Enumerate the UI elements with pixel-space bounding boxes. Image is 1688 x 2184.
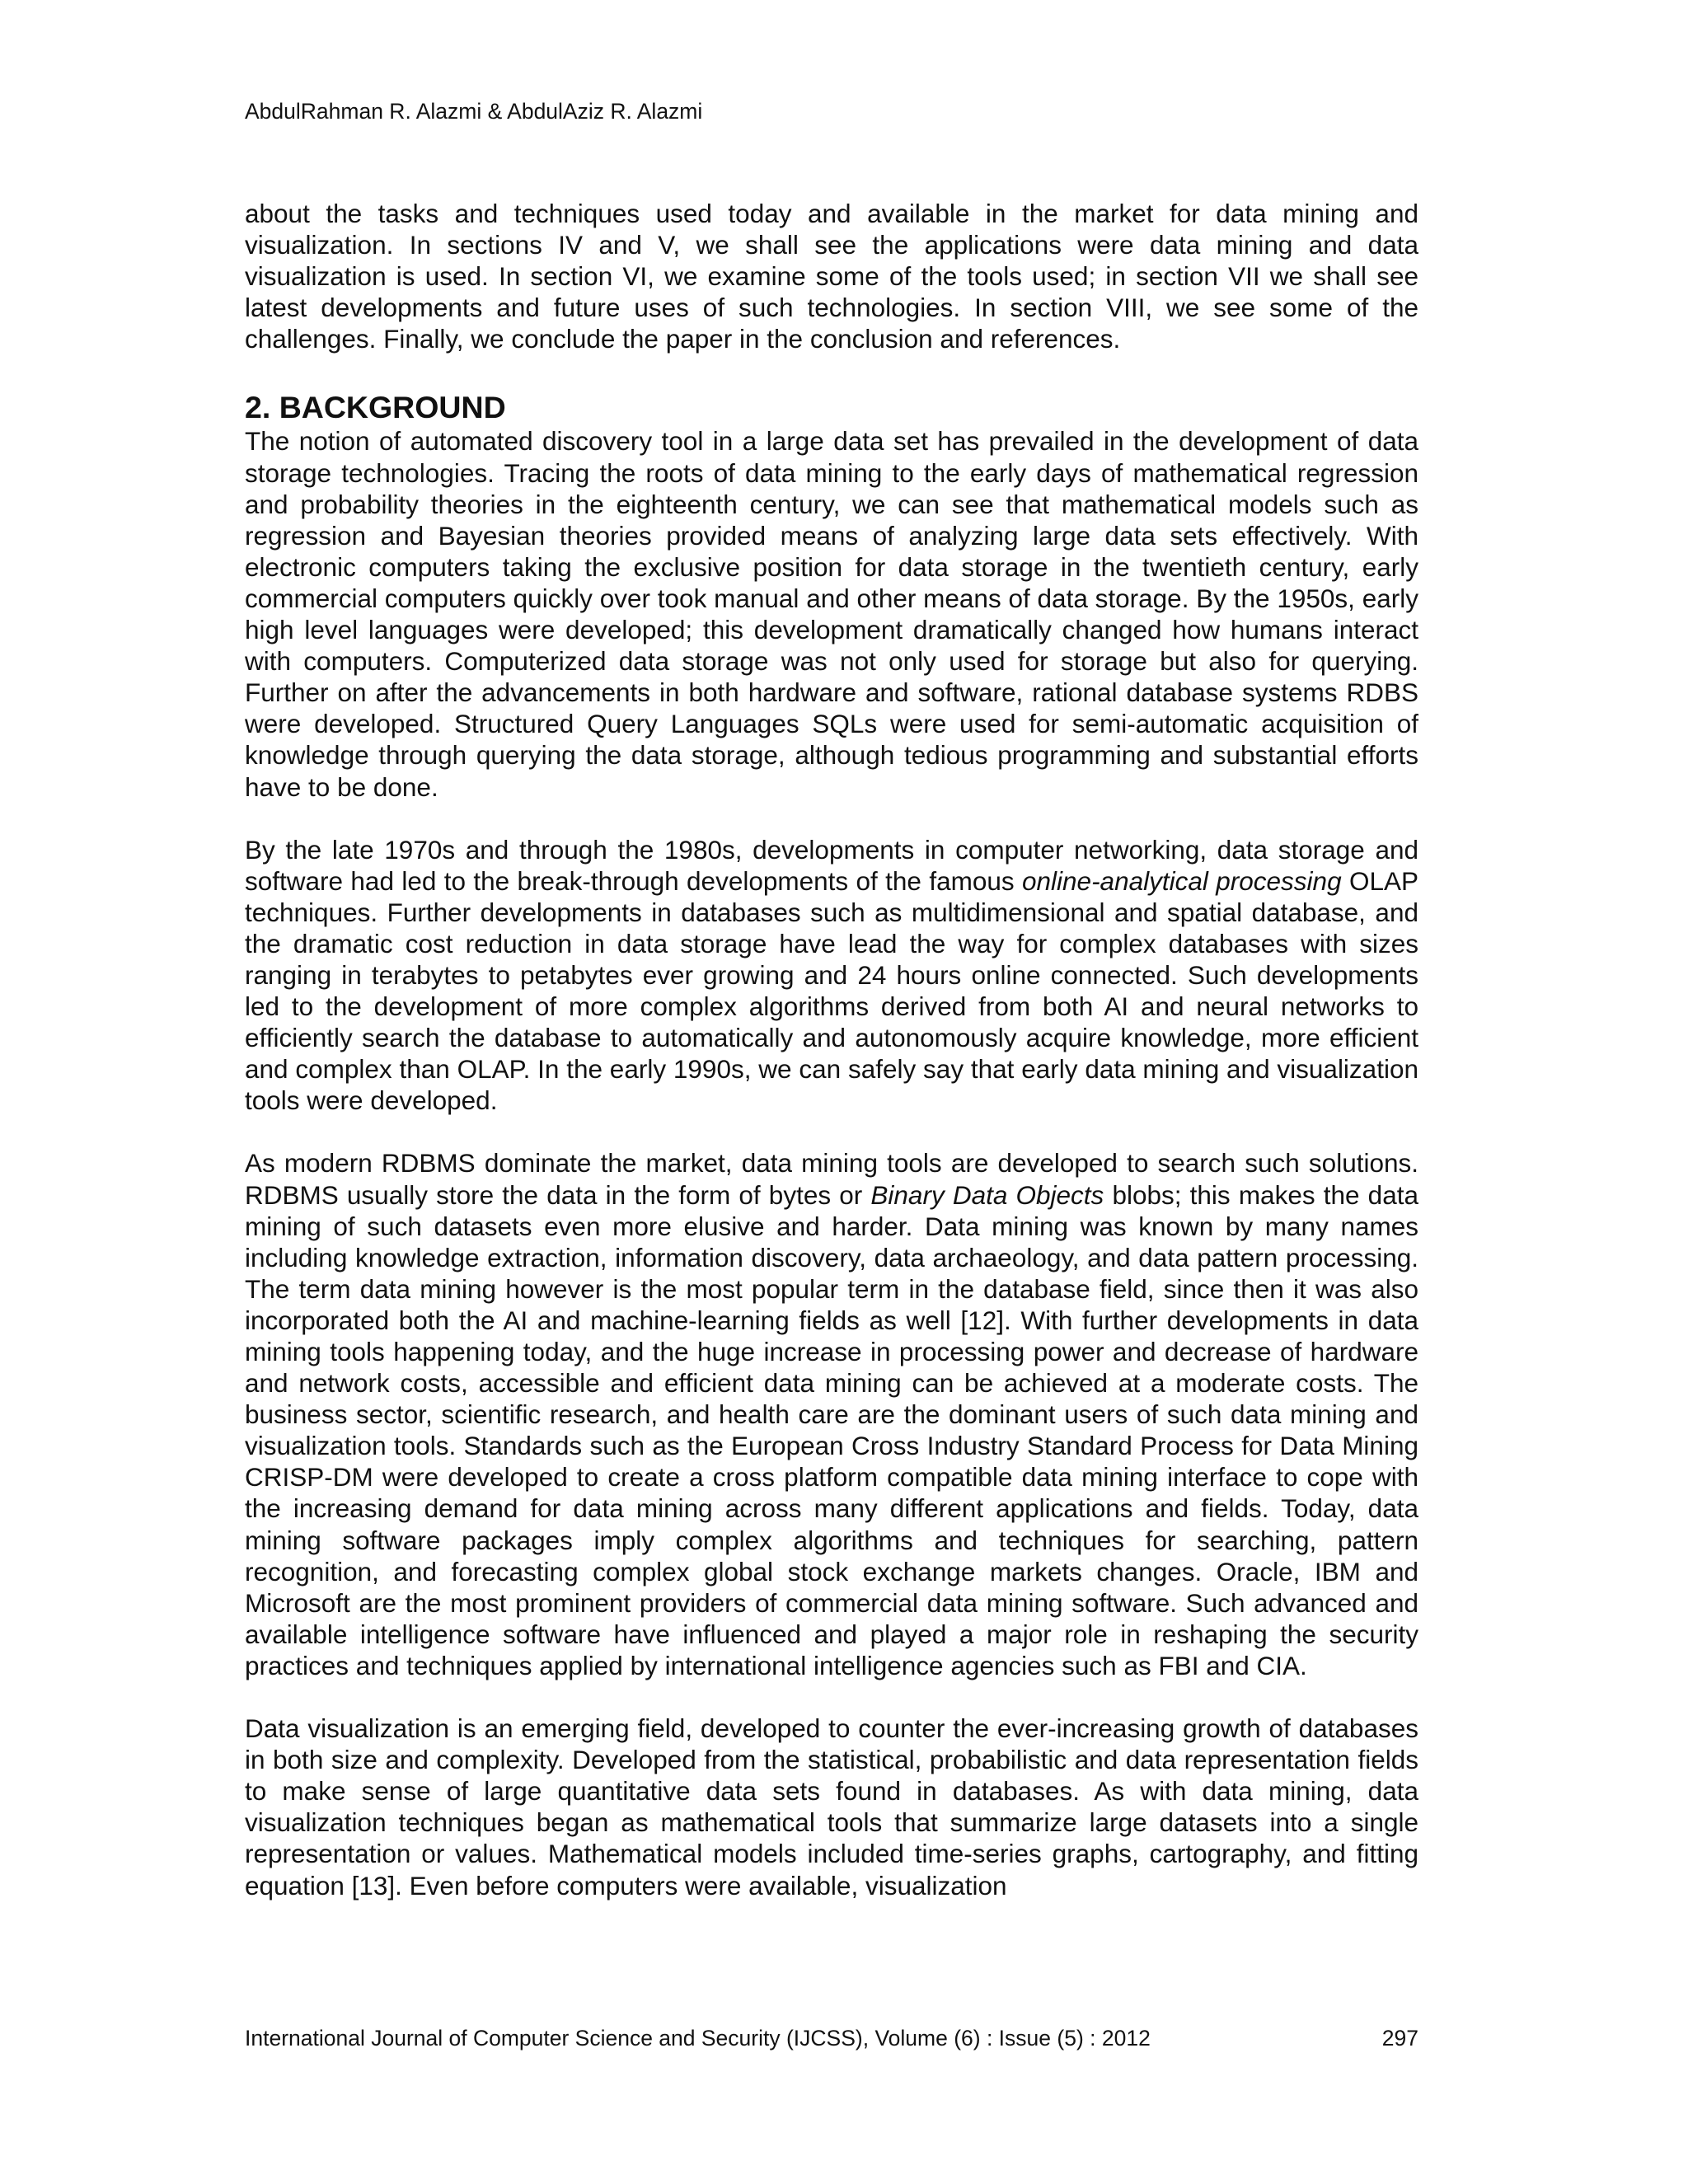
background-paragraph-1 xyxy=(245,425,1418,802)
intro-paragraph: about the tasks and techniques used today and available in the market for data mining and visualization. In sections IV and V, we shall see the applications were data mining and data visualization is used. In section VI, we examine some of the tools used; in section VII we shall see latest developments and future uses of such technologies. In section VIII, we see some of the challenges. Finally, we conclude the paper in the conclusion and references. xyxy=(245,199,1418,354)
main-content xyxy=(245,198,1418,2019)
paragraph-text: OLAP techniques. Further developments in databases such as multidimensional and spatial database, and the dramatic cost reduction in data storage have lead the way for complex databases with sizes ranging in terabytes to petabytes ever growing and 24 hours online connected. Such developments led to the development of more complex algorithms derived from both AI and neural networks to efficiently search the database to automatically and autonomously acquire knowledge, more efficient and complex than OLAP. In the early 1990s, we can safely say that early data mining and visualization tools were developed. xyxy=(245,865,1418,1116)
section-body xyxy=(245,425,1418,1900)
background-paragraph-2 xyxy=(245,834,1418,1117)
emphasis-term: online-analytical processing xyxy=(1022,865,1342,896)
emphasis-term: Binary Data Objects xyxy=(870,1179,1104,1210)
page-number: 297 xyxy=(1381,2026,1418,2050)
journal-citation: International Journal of Computer Science and Security (IJCSS), Volume (6) : Issue (5) : 2012 xyxy=(245,2026,1151,2050)
background-paragraph-3 xyxy=(245,1147,1418,1681)
paragraph-text: By the late 1970s and through the 1980s, developments in computer networking, data storage and software had led to the break-through developments of the famous xyxy=(245,834,1418,896)
paragraph-text: blobs; this makes the data mining of such datasets even more elusive and harder. Data mining was known by many names including knowledge extraction, information discovery, data archaeology, and data pattern processing. The term data mining however is the most popular term in the database field, since then it was also incorporated both the AI and machine-learning fields as well [12]. With further developments in data mining tools happening today, and the huge increase in processing power and decrease of hardware and network costs, accessible and efficient data mining can be achieved at a moderate costs. The business sector, scientific research, and health care are the dominant users of such data mining and visualization tools. Standards such as the European Cross Industry Standard Process for Data Mining CRISP-DM were developed to create a cross platform compatible data mining interface to cope with the increasing demand for data mining across many different applications and fields. Today, data mining software packages imply complex algorithms and techniques for searching, pattern recognition, and forecasting complex global stock exchange markets changes. Oracle, IBM and Microsoft are the most prominent providers of commercial data mining software. Such advanced and available intelligence software have influenced and played a major role in reshaping the security practices and techniques applied by international intelligence agencies such as FBI and CIA. xyxy=(245,1179,1418,1680)
background-paragraph-4 xyxy=(245,1713,1418,1901)
paragraph-text: Data visualization is an emerging field, developed to counter the ever-increasing growth of databases in both size and complexity. Developed from the statistical, probabilistic and data representation fields to make sense of large quantitative data sets found in databases. As with data mining, data visualization techniques began as mathematical tools that summarize large datasets into a single representation or values. Mathematical models included time-series graphs, cartography, and fitting equation [13]. Even before computers were available, visualization xyxy=(245,1713,1418,1900)
running-header: AbdulRahman R. Alazmi & AbdulAziz R. Alazmi xyxy=(245,99,703,124)
paragraph-text: As modern RDBMS dominate the market, data mining tools are developed to search such solutions. RDBMS usually store the data in the form of bytes or xyxy=(245,1148,1418,1210)
paragraph-text: The notion of automated discovery tool in a large data set has prevailed in the development of data storage technologies. Tracing the roots of data mining to the early days of mathematical regression and probability theories in the eighteenth century, we can see that mathematical models such as regression and Bayesian theories provided means of analyzing large data sets effectively. With electronic computers taking the exclusive position for data storage in the twentieth century, early commercial computers quickly over took manual and other means of data storage. By the 1950s, early high level languages were developed; this development dramatically changed how humans interact with computers. Computerized data storage was not only used for storage but also for querying. Further on after the advancements in both hardware and software, rational database systems RDBS were developed. Structured Query Languages SQLs were used for semi-automatic acquisition of knowledge through querying the data storage, although tedious programming and substantial efforts have to be done. xyxy=(245,426,1418,802)
section-heading: 2. BACKGROUND xyxy=(245,390,506,425)
page-footer xyxy=(245,2024,1418,2052)
